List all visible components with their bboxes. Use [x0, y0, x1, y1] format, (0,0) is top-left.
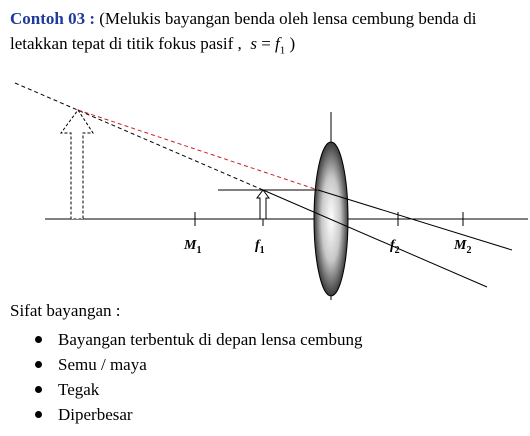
list-item-text: Diperbesar — [58, 405, 133, 424]
list-item — [10, 402, 362, 427]
bullet-icon — [35, 361, 42, 368]
extension-refracted-ray — [78, 110, 318, 190]
bullet-icon — [35, 336, 42, 343]
list-item-text: Tegak — [58, 380, 100, 399]
object-arrow — [257, 190, 269, 219]
list-item — [10, 377, 362, 402]
properties-list — [10, 327, 362, 427]
equation-lhs: s — [250, 34, 257, 53]
equation-rhs: f — [275, 34, 280, 53]
label-f1: $f_1$ — [255, 238, 265, 256]
equation-rhs-subscript: 1 — [279, 44, 286, 57]
example-heading: Contoh 03 : — [10, 9, 96, 28]
bullet-icon — [35, 386, 42, 393]
label-f2: $f_2$ — [390, 238, 400, 256]
list-item-text: Bayangan terbentuk di depan lensa cembung — [58, 330, 363, 349]
label-m2: $M_2$ — [454, 238, 472, 256]
list-item-text: Semu / maya — [58, 355, 147, 374]
equation-equals: = — [256, 34, 276, 53]
list-item — [10, 352, 362, 377]
properties-title: Sifat bayangan : — [10, 301, 121, 320]
list-item — [10, 327, 362, 352]
virtual-image-arrow — [61, 110, 93, 219]
extension-center-ray — [15, 83, 263, 190]
intro-text-line1: (Melukis bayangan benda oleh lensa cembung benda di — [95, 9, 477, 28]
label-m1: $M_1$ — [184, 238, 202, 256]
intro-closing: ) — [285, 34, 296, 53]
intro-text-line2: letakkan tepat di titik fokus pasif , — [10, 34, 242, 53]
bullet-icon — [35, 411, 42, 418]
